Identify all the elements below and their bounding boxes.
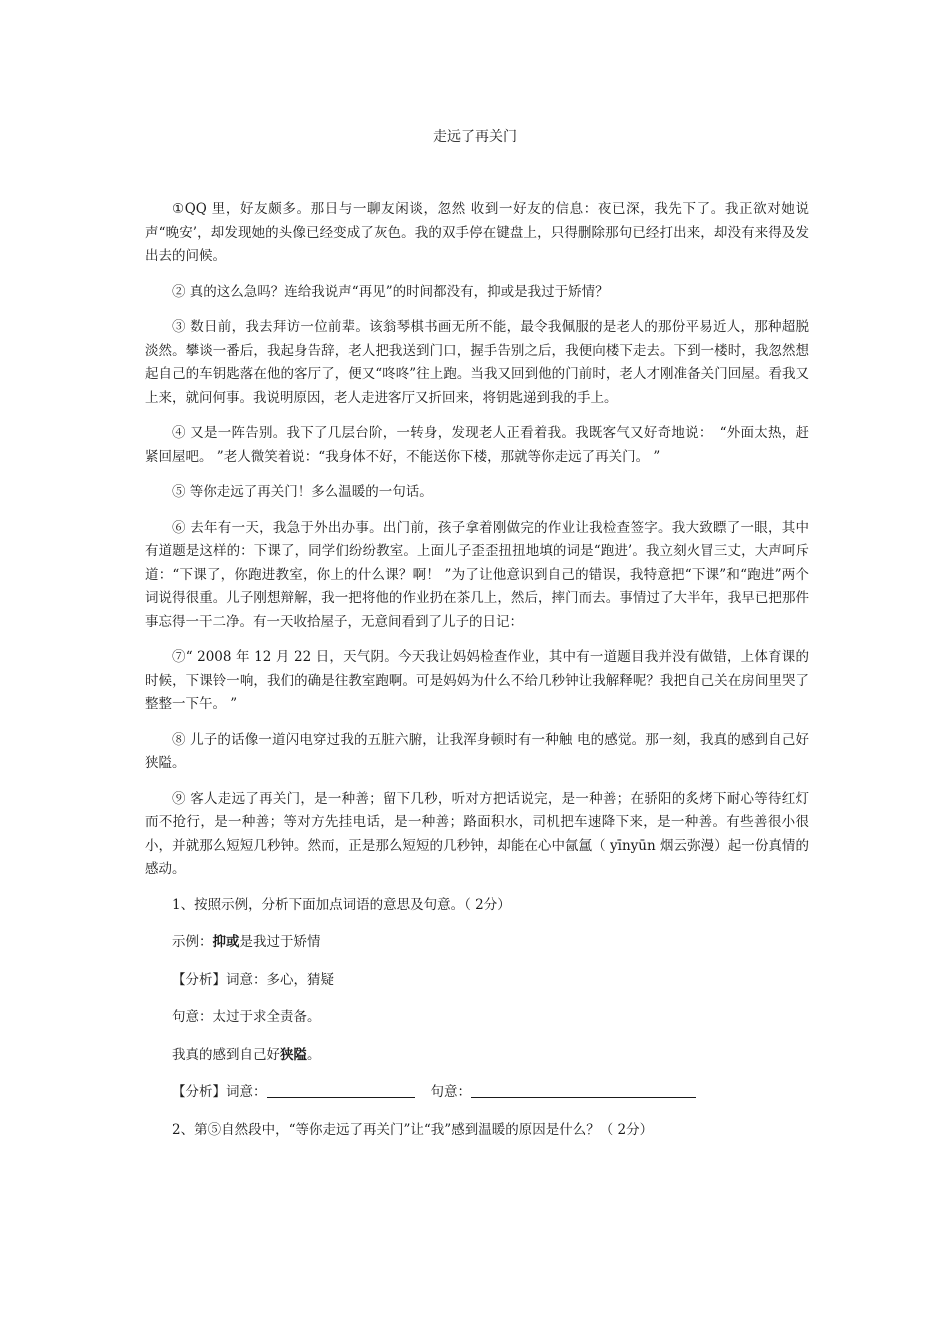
question-1-example — [145, 931, 809, 955]
paragraph-1: ①QQ 里，好友颇多。那日与一聊友闲谈，忽然 收到一好友的信息：夜已深，我先下了。我正欲对她说声“晚安’，却发现她的头像已经变成了灰色。我的双手停在键盘上，只得删除那句已经打出来，却没有来得及发出去的问候。 — [145, 201, 809, 264]
question-1-analysis — [145, 969, 809, 993]
task-prefix: 我真的感到自己好 — [172, 1046, 280, 1063]
task-word: 狭隘 — [280, 1046, 307, 1063]
example-prefix: 示例： — [172, 934, 213, 950]
answer-word-label: 词意： — [226, 1084, 267, 1100]
analysis-label: 【分析】 — [172, 971, 226, 988]
analysis-word-meaning: 词意：多心，猜疑 — [226, 971, 334, 988]
example-rest: 是我过于矫情 — [239, 934, 321, 950]
task-suffix: 。 — [307, 1046, 321, 1063]
article-title: 走远了再关门 — [433, 129, 517, 145]
question-1-prompt: 1、按照示例，分析下面加点词语的意思及句意。（ 2分） — [172, 896, 511, 913]
paragraph-5: ⑤ 等你走远了再关门！多么温暖的一句话。 — [172, 484, 433, 500]
sentence-meaning-blank[interactable] — [471, 1083, 696, 1098]
word-meaning-blank[interactable] — [267, 1083, 415, 1098]
paragraph-8: ⑧ 儿子的话像一道闪电穿过我的五脏六腑，让我浑身顿时有一种触 电的感觉。那一刻，我真的感到自己好狭隘。 — [145, 731, 809, 771]
paragraph-9: ⑨ 客人走远了再关门，是一种善；留下几秒，听对方把话说完，是一种善；在骄阳的炙烤下耐心等待红灯而不抢行，是一种善；等对方先挂电话，是一种善；路面积水，司机把车速降下来，是一种善。有些善很小很小，并就那么短短几秒钟。然而，正是那么短短的几秒钟，却能在心中氤氲（ yīnyūn 烟云弥漫）起一份真情的感动。 — [145, 790, 809, 877]
paragraph-2: ② 真的这么急吗？连给我说声“再见”的时间都没有，抑或是我过于矫情？ — [172, 283, 609, 300]
paragraph-6: ⑥ 去年有一天，我急于外出办事。出门前，孩子拿着刚做完的作业让我检查签字。我大致瞟了一眼，其中有道题是这样的：下课了，同学们纷纷教室。上面儿子歪歪扭扭地填的词是“跑进’。我立刻火冒三丈，大声呵斥道：“下课了，你跑进教室，你上的什么课？啊！ ”为了让他意识到自己的错误，我特意把“下课”和“跑进”两个词说得很重。儿子刚想辩解，我一把将他的作业扔在茶几上，然后，摔门而去。事情过了大半年，我早已把那件事忘得一干二净。有一天收拾屋子，无意间看到了儿子的日记： — [145, 519, 809, 630]
question-1-task — [145, 1044, 809, 1068]
paragraph-4: ④ 又是一阵告别。我下了几层台阶，一转身，发现老人正看着我。我既客气又好奇地说： “外面太热，赶紧回屋吧。 ”老人微笑着说：“我身体不好，不能送你下楼，那就等你走远了再关门。 ” — [145, 425, 809, 465]
question-2-prompt: 2、第⑤自然段中，“等你走远了再关门”让“我”感到温暖的原因是什么？（ 2分） — [172, 1121, 654, 1138]
paragraph-3: ③ 数日前，我去拜访一位前辈。该翁琴棋书画无所不能，最令我佩服的是老人的那份平易近人，那种超脱淡然。攀谈一番后，我起身告辞，老人把我送到门口，握手告别之后，我便向楼下走去。下到一楼时，我忽然想起自己的车钥匙落在他的客厅了，便又“咚咚”往上跑。当我又回到他的门前时，老人才刚准备关门回屋。看我又上来，就问何事。我说明原因，老人走进客厅又折回来，将钥匙递到我的手上。 — [145, 319, 809, 406]
article-body — [145, 198, 809, 1156]
example-word: 抑或 — [212, 934, 240, 950]
paragraph-7: ⑦“ 2008 年 12 月 22 日，天气阴。今天我让妈妈检查作业，其中有一道题目我并没有做错，上体育课的时候，下课铃一响，我们的确是往教室跑啊。可是妈妈为什么不给几秒钟让我解释呢？我把自己关在房间里哭了整整一下午。 ” — [145, 649, 809, 712]
question-1-sentence-meaning: 句意：太过于求全责备。 — [172, 1009, 321, 1025]
answer-analysis-label: 【分析】 — [172, 1084, 226, 1100]
question-1-answer-line — [145, 1081, 809, 1105]
answer-sentence-label: 句意： — [430, 1084, 471, 1100]
